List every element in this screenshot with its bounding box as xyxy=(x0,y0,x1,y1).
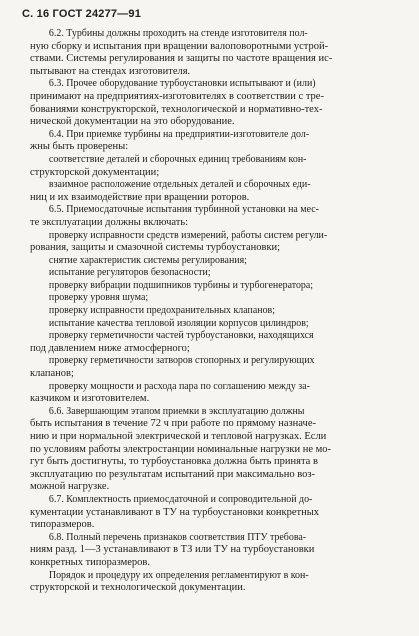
text-line: проверку уровня шума; xyxy=(48,292,149,304)
text-line: ную сборку и испытания при вращении валоповоротными устрой- xyxy=(30,40,329,52)
text-line: бованиями конструкторской, технологической и нормативно-тех- xyxy=(30,103,323,115)
text-line: Порядок и процедуру их определения регламентируют в кон- xyxy=(48,569,309,581)
text-line: по условиям работы электростанции номинальные нагрузки не мо- xyxy=(30,443,332,455)
text-line: рования, защиты и смазочной системы турбоустановки; xyxy=(30,242,281,254)
text-line: ниям разд. 1—3 устанавливают в ТЗ или ТУ на турбоустановки xyxy=(30,544,315,556)
text-line: испытание регуляторов безопасности; xyxy=(48,267,211,279)
text-line: проверку вибрации подшипников турбины и турбогенератора; xyxy=(48,279,314,291)
text-line: снятие характеристик системы регулирования; xyxy=(48,254,247,266)
text-line: пытывают на стендах изготовителя. xyxy=(30,65,191,77)
text-line: казчиком и изготовителем. xyxy=(30,393,150,405)
text-line: проверку мощности и расхода пара по соглашению между за- xyxy=(48,380,310,392)
document-body xyxy=(30,28,402,595)
text-line: 6.7. Комплектность приемосдаточной и сопроводительной до- xyxy=(48,493,313,505)
text-line: взаимное расположение отдельных деталей и сборочных еди- xyxy=(48,179,311,191)
text-line: соответствие деталей и сборочных единиц требованиям кон- xyxy=(48,153,307,165)
text-line: 6.2. Турбины должны проходить на стенде изготовителя пол- xyxy=(48,28,308,39)
text-line: жны быть проверены: xyxy=(30,141,129,153)
text-line: кументации устанавливают в ТУ на турбоустановки конкретных xyxy=(30,506,320,518)
text-line: 6.8. Полный перечень признаков соответствия ПТУ требова- xyxy=(48,531,307,543)
text-line: конкретных типоразмеров. xyxy=(30,556,150,568)
text-line: быть испытания в течение 72 ч при работе по прямому назначе- xyxy=(30,418,316,430)
text-line: нической документации на это оборудование. xyxy=(30,116,235,128)
text-line: эксплуатацию по результатам испытаний при максимально воз- xyxy=(30,468,315,480)
text-line: проверку герметичности частей турбоустановки, находящихся xyxy=(48,330,314,342)
text-line: 6.4. При приемке турбины на предприятии-изготовителе дол- xyxy=(48,128,310,140)
text-line: 6.5. Приемосдаточные испытания турбинной установки на мес- xyxy=(48,204,319,216)
page-header: С. 16 ГОСТ 24277—91 xyxy=(22,8,142,20)
text-line: ниц и их взаимодействие при вращении роторов. xyxy=(30,191,250,203)
text-line: структорской и технологической документации. xyxy=(30,582,246,594)
text-line: 6.6. Завершающим этапом приемки в эксплуатацию должны xyxy=(48,405,305,417)
text-line: 6.3. Прочее оборудование турбоустановки испытывают и (или) xyxy=(48,78,316,90)
text-line: испытание качества тепловой изоляции корпусов цилиндров; xyxy=(48,317,309,329)
text-line: ствами. Системы регулирования и защиты по частоте вращения ис- xyxy=(30,53,333,65)
text-line: можной нагрузке. xyxy=(30,481,110,493)
text-line: проверку исправности предохранительных клапанов; xyxy=(48,305,275,317)
text-line: проверку исправности средств измерений, работы систем регули- xyxy=(48,229,328,241)
text-line: клапанов; xyxy=(30,368,74,380)
text-line: те эксплуатации должны включать: xyxy=(30,216,189,228)
text-line: структорской документации; xyxy=(30,166,160,178)
text-line: принимают на предприятиях-изготовителях в соответствии с тре- xyxy=(30,90,324,102)
text-line: нию и при нормальной электрической и тепловой нагрузках. Если xyxy=(30,431,327,442)
text-line: под давлением ниже атмосферного; xyxy=(30,342,190,354)
text-line: типоразмеров. xyxy=(30,519,95,531)
text-line: проверку герметичности затворов стопорных и регулирующих xyxy=(48,355,315,367)
text-line: гут быть достигнуты, то турбоустановка должна быть принята в xyxy=(30,456,318,468)
